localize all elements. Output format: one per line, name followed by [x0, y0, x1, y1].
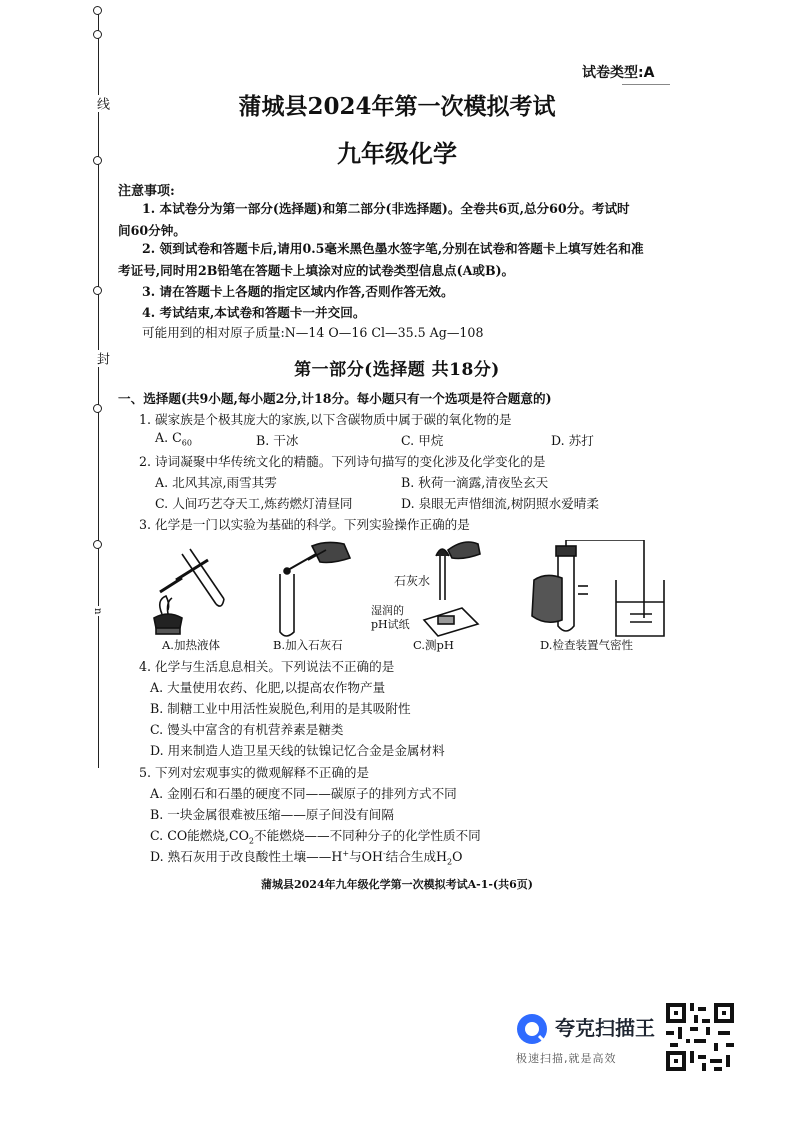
q4-option-a: A. 大量使用农药、化肥,以提高农作物产量 [150, 680, 386, 695]
q2-option-c: C. 人间巧艺夺天工,炼药燃灯清昼同 [155, 496, 353, 511]
q3-caption-c: C.测pH [413, 638, 454, 652]
notice-item-1-line-2: 间60分钟。 [118, 223, 186, 238]
ph-paper-label: pH试纸 [371, 618, 410, 631]
wet-paper-label: 湿润的 [371, 604, 404, 617]
notice-item-4: 4. 考试结束,本试卷和答题卡一并交回。 [142, 305, 366, 320]
q5-stem: 5. 下列对宏观事实的微观解释不正确的是 [139, 765, 370, 780]
notice-item-2-line-1: 2. 领到试卷和答题卡后,请用0.5毫米黑色墨水签字笔,分别在试卷和答题卡上填写姓名和准 [142, 241, 644, 256]
hand [312, 542, 350, 562]
part1-title: 第一部分(选择题 共18分) [294, 360, 500, 380]
q3-stem: 3. 化学是一门以实验为基础的科学。下列实验操作正确的是 [139, 517, 470, 532]
test-tube [280, 574, 294, 636]
binding-hole [93, 6, 102, 15]
binding-char: n [92, 608, 103, 615]
heating-liquid-figure [146, 540, 236, 640]
q2-option-b: B. 秋荷一滴露,清夜坠玄天 [401, 475, 549, 490]
binding-line [98, 8, 99, 768]
adding-limestone-figure [262, 540, 362, 640]
q5-option-d: D. 熟石灰用于改良酸性土壤——H+与OH-结合生成$H_2O$ [150, 848, 463, 867]
delivery-tube [566, 540, 644, 618]
notice-item-1-line-1: 1. 本试卷分为第一部分(选择题)和第二部分(非选择题)。全卷共6页,总分60分。考试时 [142, 201, 630, 216]
q1-option-c: C. 甲烷 [401, 433, 444, 448]
section-heading: 一、选择题(共9小题,每小题2分,计18分。每小题只有一个选项是符合题意的) [118, 391, 552, 406]
q3-caption-a: A.加热液体 [162, 638, 220, 652]
exam-title: 蒲城县2024年第一次模拟考试 [238, 93, 556, 120]
q5-option-a: A. 金刚石和石墨的硬度不同——碳原子的排列方式不同 [150, 786, 457, 801]
q1-stem: 1. 碳家族是个极其庞大的家族,以下含碳物质中属于碳的氧化物的是 [139, 412, 512, 427]
watermark-slogan: 极速扫描,就是高效 [516, 1052, 617, 1065]
notice-item-2-line-2: 考证号,同时用2B铅笔在答题卡上填涂对应的试卷类型信息点(A或B)。 [118, 263, 515, 278]
qr-code-icon [666, 1003, 734, 1071]
q2-stem: 2. 诗词凝聚中华传统文化的精髓。下列诗句描写的变化涉及化学变化的是 [139, 454, 546, 469]
q1-option-d: D. 苏打 [551, 433, 594, 448]
binding-hole [93, 540, 102, 549]
quark-logo-icon [515, 1012, 549, 1046]
binding-char-feng: 封 [94, 352, 109, 365]
hand [532, 575, 562, 622]
binding-hole [93, 404, 102, 413]
q3-caption-b: B.加入石灰石 [273, 638, 343, 652]
binding-hole [93, 286, 102, 295]
q4-option-b: B. 制糖工业中用活性炭脱色,利用的是其吸附性 [150, 701, 411, 716]
atomic-masses: 可能用到的相对原子质量:N—14 O—16 Cl—35.5 Ag—108 [142, 325, 484, 340]
page-footer: 蒲城县2024年九年级化学第一次模拟考试A-1-(共6页) [261, 878, 533, 891]
notice-item-3: 3. 请在答题卡上各题的指定区域内作答,否则作答无效。 [142, 284, 454, 299]
q5-option-c: C. CO能燃烧$,CO_2$不能燃烧——不同种分子的化学性质不同 [150, 828, 481, 846]
q1-option-b: B. 干冰 [256, 433, 299, 448]
watermark-app-name: 夸克扫描王 [555, 1016, 655, 1040]
paper-type-underline [622, 84, 670, 85]
binding-hole [93, 30, 102, 39]
beaker [616, 580, 664, 636]
q2-option-d: D. 泉眼无声惜细流,树阴照水爱晴柔 [401, 496, 599, 511]
q2-option-a: A. 北风其凉,雨雪其雱 [155, 475, 277, 490]
q1-option-a: A. $C_{60}$ [155, 430, 192, 448]
q4-option-c: C. 馒头中富含的有机营养素是糖类 [150, 722, 344, 737]
tweezers [288, 554, 316, 570]
notice-heading: 注意事项: [118, 184, 175, 199]
q4-stem: 4. 化学与生活息息相关。下列说法不正确的是 [139, 659, 395, 674]
limewater-label: 石灰水 [394, 574, 431, 588]
binding-char-xian: 线 [94, 97, 109, 110]
paper-type: 试卷类型:A [582, 65, 655, 81]
q5-option-b: B. 一块金属很难被压缩——原子间没有间隔 [150, 807, 394, 822]
exam-subtitle: 九年级化学 [337, 139, 457, 168]
hand [448, 542, 480, 559]
q3-caption-d: D.检查装置气密性 [540, 638, 633, 652]
airtightness-check-figure [526, 540, 676, 640]
q4-option-d: D. 用来制造人造卫星天线的钛镍记忆合金是金属材料 [150, 743, 445, 758]
